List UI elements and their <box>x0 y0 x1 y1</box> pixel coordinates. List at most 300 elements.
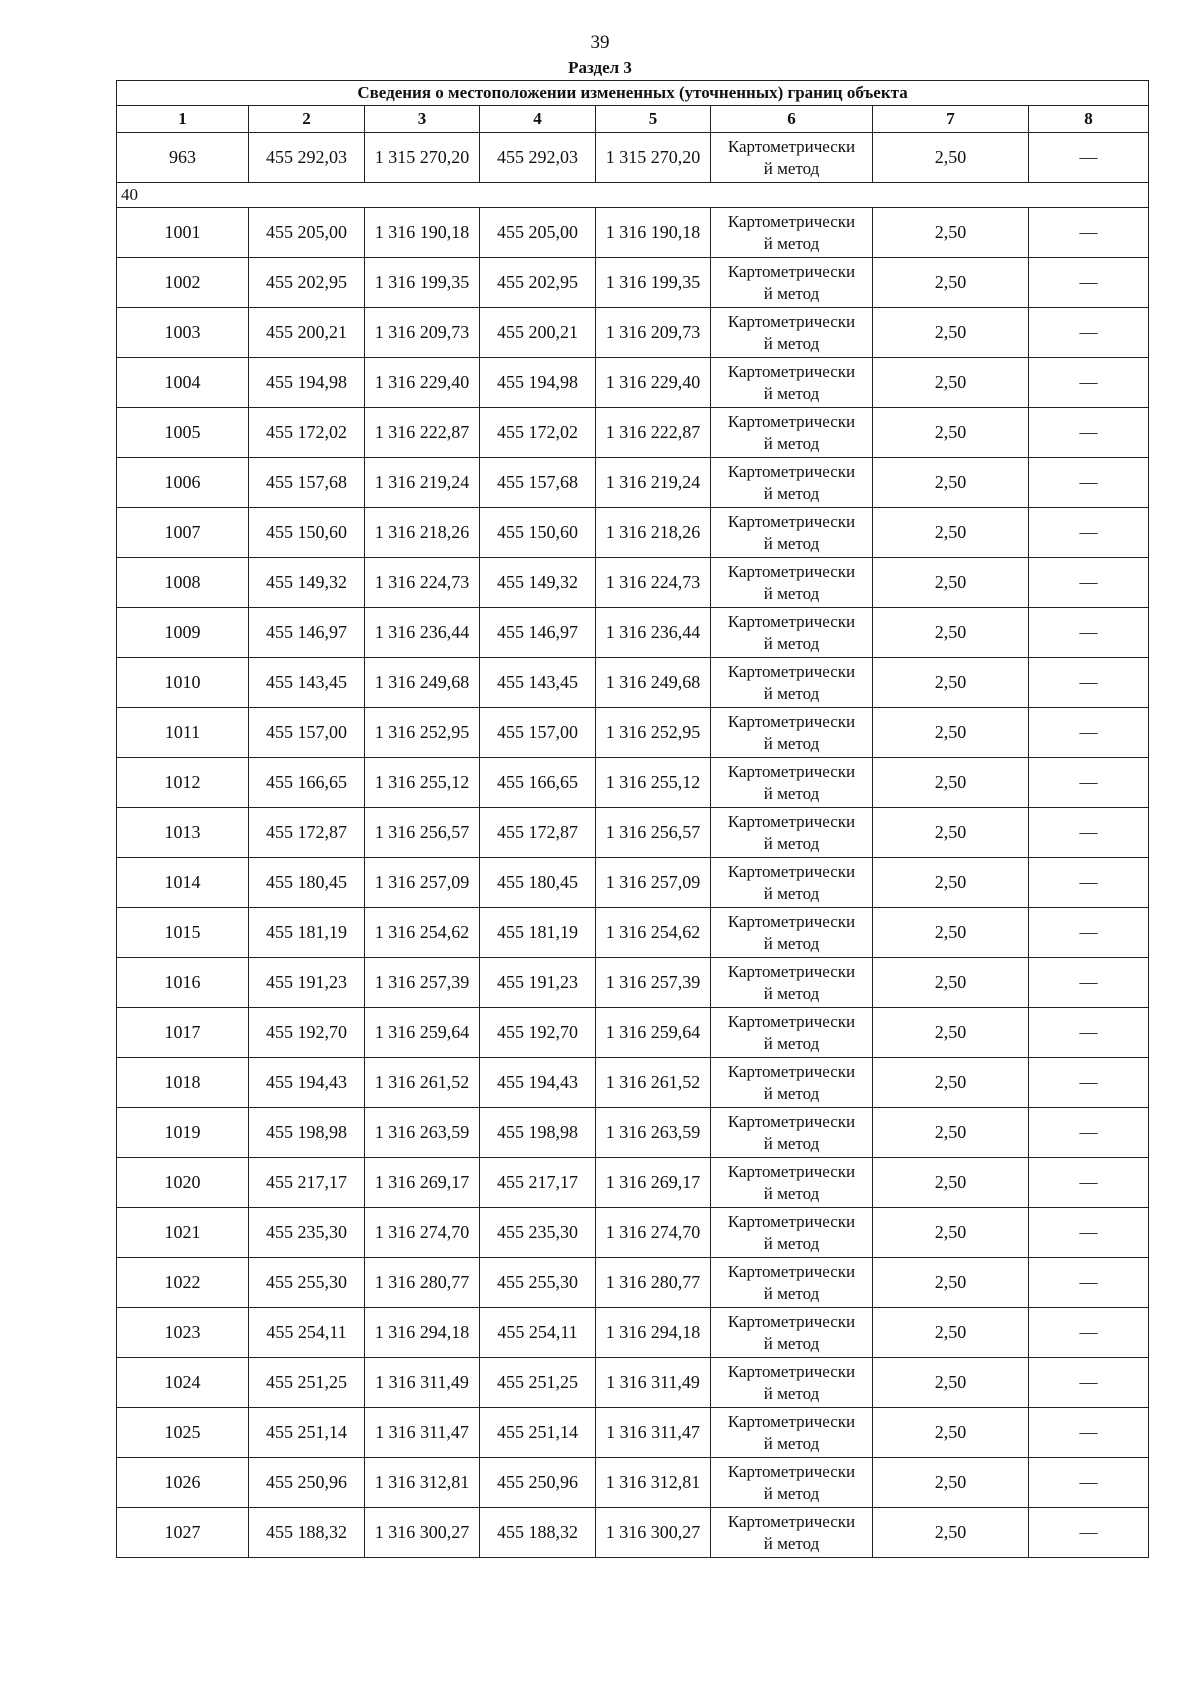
accuracy-cell: 2,50 <box>873 308 1029 358</box>
method-cell <box>711 1158 873 1208</box>
table-row <box>117 133 1149 183</box>
column-number: 2 <box>249 106 365 133</box>
method-text-line: й метод <box>763 1183 820 1203</box>
note-cell: — <box>1029 1408 1149 1458</box>
x-new-cell: 455 146,97 <box>480 608 596 658</box>
table-row <box>117 1208 1149 1258</box>
y-new-cell: 1 316 255,12 <box>596 758 711 808</box>
x-new-cell: 455 255,30 <box>480 1258 596 1308</box>
y-new-cell: 1 316 249,68 <box>596 658 711 708</box>
note-cell: — <box>1029 1108 1149 1158</box>
note-cell: — <box>1029 1308 1149 1358</box>
y-old-cell: 1 316 218,26 <box>365 508 480 558</box>
page-number: 39 <box>590 32 610 53</box>
accuracy-cell: 2,50 <box>873 1108 1029 1158</box>
method-text-line: й метод <box>763 233 820 253</box>
accuracy-cell: 2,50 <box>873 858 1029 908</box>
method-text-line: й метод <box>763 1083 820 1103</box>
method-text-line: й метод <box>763 933 820 953</box>
y-old-cell: 1 316 254,62 <box>365 908 480 958</box>
y-new-cell: 1 316 312,81 <box>596 1458 711 1508</box>
y-new-cell: 1 316 263,59 <box>596 1108 711 1158</box>
y-new-cell: 1 316 261,52 <box>596 1058 711 1108</box>
column-number: 5 <box>596 106 711 133</box>
accuracy-cell: 2,50 <box>873 758 1029 808</box>
x-new-cell: 455 191,23 <box>480 958 596 1008</box>
y-old-cell: 1 316 280,77 <box>365 1258 480 1308</box>
method-text-line: Картометрически <box>727 461 856 481</box>
method-text-line: Картометрически <box>727 1411 856 1431</box>
accuracy-cell: 2,50 <box>873 508 1029 558</box>
method-text-line: Картометрически <box>727 1261 856 1281</box>
point-number-cell: 1003 <box>117 308 249 358</box>
x-old-cell: 455 250,96 <box>249 1458 365 1508</box>
x-new-cell: 455 192,70 <box>480 1008 596 1058</box>
x-new-cell: 455 143,45 <box>480 658 596 708</box>
y-new-cell: 1 316 190,18 <box>596 208 711 258</box>
x-new-cell: 455 194,98 <box>480 358 596 408</box>
method-cell <box>711 258 873 308</box>
point-number-cell: 1001 <box>117 208 249 258</box>
note-cell: — <box>1029 458 1149 508</box>
y-old-cell: 1 316 274,70 <box>365 1208 480 1258</box>
y-new-cell: 1 316 257,39 <box>596 958 711 1008</box>
method-text-line: й метод <box>763 1333 820 1353</box>
point-number-cell: 1026 <box>117 1458 249 1508</box>
accuracy-cell: 2,50 <box>873 1258 1029 1308</box>
method-cell <box>711 458 873 508</box>
y-new-cell: 1 316 229,40 <box>596 358 711 408</box>
method-text-line: й метод <box>763 783 820 803</box>
method-cell <box>711 1208 873 1258</box>
x-new-cell: 455 166,65 <box>480 758 596 808</box>
y-old-cell: 1 316 222,87 <box>365 408 480 458</box>
y-old-cell: 1 316 255,12 <box>365 758 480 808</box>
x-old-cell: 455 157,68 <box>249 458 365 508</box>
note-cell: — <box>1029 1008 1149 1058</box>
y-old-cell: 1 316 252,95 <box>365 708 480 758</box>
method-text-line: й метод <box>763 583 820 603</box>
accuracy-cell: 2,50 <box>873 608 1029 658</box>
point-number-cell: 1022 <box>117 1258 249 1308</box>
method-text-line: й метод <box>763 333 820 353</box>
table-row <box>117 308 1149 358</box>
point-number-cell: 1021 <box>117 1208 249 1258</box>
y-new-cell: 1 316 199,35 <box>596 258 711 308</box>
method-cell <box>711 958 873 1008</box>
table-row <box>117 1308 1149 1358</box>
method-cell <box>711 1508 873 1558</box>
x-old-cell: 455 292,03 <box>249 133 365 183</box>
method-text-line: й метод <box>763 383 820 403</box>
section-label: 40 <box>117 183 1149 208</box>
method-text-line: й метод <box>763 433 820 453</box>
method-cell <box>711 308 873 358</box>
note-cell: — <box>1029 208 1149 258</box>
method-cell <box>711 133 873 183</box>
accuracy-cell: 2,50 <box>873 1158 1029 1208</box>
y-old-cell: 1 316 311,47 <box>365 1408 480 1458</box>
method-text-line: Картометрически <box>727 911 856 931</box>
method-text-line: Картометрически <box>727 1361 856 1381</box>
table-caption: Сведения о местоположении измененных (уточненных) границ объекта <box>117 81 1149 106</box>
point-number-cell: 1024 <box>117 1358 249 1408</box>
x-new-cell: 455 235,30 <box>480 1208 596 1258</box>
method-text-line: Картометрически <box>727 961 856 981</box>
method-cell <box>711 1108 873 1158</box>
method-cell <box>711 1258 873 1308</box>
method-text-line: Картометрически <box>727 136 856 156</box>
point-number-cell: 1017 <box>117 1008 249 1058</box>
y-new-cell: 1 316 218,26 <box>596 508 711 558</box>
x-old-cell: 455 191,23 <box>249 958 365 1008</box>
x-old-cell: 455 194,98 <box>249 358 365 408</box>
note-cell: — <box>1029 1508 1149 1558</box>
method-text-line: Картометрически <box>727 1311 856 1331</box>
method-text-line: й метод <box>763 1033 820 1053</box>
accuracy-cell: 2,50 <box>873 1358 1029 1408</box>
note-cell: — <box>1029 133 1149 183</box>
accuracy-cell: 2,50 <box>873 1008 1029 1058</box>
y-new-cell: 1 316 252,95 <box>596 708 711 758</box>
y-new-cell: 1 316 311,47 <box>596 1408 711 1458</box>
table-row <box>117 808 1149 858</box>
table-row <box>117 1158 1149 1208</box>
method-text-line: Картометрически <box>727 711 856 731</box>
point-number-cell: 1002 <box>117 258 249 308</box>
table-row <box>117 408 1149 458</box>
y-old-cell: 1 316 263,59 <box>365 1108 480 1158</box>
coordinates-table <box>116 80 1149 1558</box>
y-old-cell: 1 316 312,81 <box>365 1458 480 1508</box>
x-old-cell: 455 198,98 <box>249 1108 365 1158</box>
method-text-line: Картометрически <box>727 561 856 581</box>
method-text-line: Картометрически <box>727 211 856 231</box>
table-row <box>117 1508 1149 1558</box>
method-text-line: Картометрически <box>727 811 856 831</box>
method-text-line: й метод <box>763 1283 820 1303</box>
y-old-cell: 1 316 300,27 <box>365 1508 480 1558</box>
table-row <box>117 1358 1149 1408</box>
x-new-cell: 455 194,43 <box>480 1058 596 1108</box>
method-text-line: Картометрически <box>727 861 856 881</box>
accuracy-cell: 2,50 <box>873 558 1029 608</box>
point-number-cell: 963 <box>117 133 249 183</box>
x-new-cell: 455 150,60 <box>480 508 596 558</box>
accuracy-cell: 2,50 <box>873 908 1029 958</box>
x-old-cell: 455 192,70 <box>249 1008 365 1058</box>
method-text-line: Картометрически <box>727 1061 856 1081</box>
note-cell: — <box>1029 358 1149 408</box>
note-cell: — <box>1029 658 1149 708</box>
method-text-line: й метод <box>763 283 820 303</box>
note-cell: — <box>1029 1358 1149 1408</box>
note-cell: — <box>1029 808 1149 858</box>
y-new-cell: 1 316 257,09 <box>596 858 711 908</box>
method-text-line: й метод <box>763 1233 820 1253</box>
column-number-row <box>117 106 1149 133</box>
method-text-line: Картометрически <box>727 1111 856 1131</box>
x-old-cell: 455 166,65 <box>249 758 365 808</box>
x-old-cell: 455 255,30 <box>249 1258 365 1308</box>
y-old-cell: 1 316 256,57 <box>365 808 480 858</box>
x-old-cell: 455 180,45 <box>249 858 365 908</box>
x-old-cell: 455 194,43 <box>249 1058 365 1108</box>
table-row <box>117 1258 1149 1308</box>
method-cell <box>711 908 873 958</box>
x-old-cell: 455 150,60 <box>249 508 365 558</box>
point-number-cell: 1016 <box>117 958 249 1008</box>
accuracy-cell: 2,50 <box>873 958 1029 1008</box>
point-number-cell: 1015 <box>117 908 249 958</box>
method-cell <box>711 1408 873 1458</box>
y-old-cell: 1 316 294,18 <box>365 1308 480 1358</box>
method-text-line: Картометрически <box>727 511 856 531</box>
x-old-cell: 455 254,11 <box>249 1308 365 1358</box>
point-number-cell: 1007 <box>117 508 249 558</box>
method-text-line: Картометрически <box>727 411 856 431</box>
point-number-cell: 1019 <box>117 1108 249 1158</box>
x-new-cell: 455 172,02 <box>480 408 596 458</box>
y-new-cell: 1 316 254,62 <box>596 908 711 958</box>
method-cell <box>711 508 873 558</box>
method-text-line: й метод <box>763 833 820 853</box>
y-old-cell: 1 316 249,68 <box>365 658 480 708</box>
accuracy-cell: 2,50 <box>873 1508 1029 1558</box>
column-number: 1 <box>117 106 249 133</box>
note-cell: — <box>1029 1208 1149 1258</box>
x-old-cell: 455 146,97 <box>249 608 365 658</box>
table-row <box>117 258 1149 308</box>
method-cell <box>711 658 873 708</box>
y-old-cell: 1 316 261,52 <box>365 1058 480 1108</box>
x-new-cell: 455 180,45 <box>480 858 596 908</box>
table-row <box>117 858 1149 908</box>
x-new-cell: 455 202,95 <box>480 258 596 308</box>
method-text-line: й метод <box>763 1133 820 1153</box>
y-new-cell: 1 315 270,20 <box>596 133 711 183</box>
method-cell <box>711 1308 873 1358</box>
point-number-cell: 1006 <box>117 458 249 508</box>
point-number-cell: 1010 <box>117 658 249 708</box>
y-new-cell: 1 316 311,49 <box>596 1358 711 1408</box>
y-new-cell: 1 316 274,70 <box>596 1208 711 1258</box>
note-cell: — <box>1029 858 1149 908</box>
method-cell <box>711 558 873 608</box>
table-row <box>117 608 1149 658</box>
method-cell <box>711 708 873 758</box>
x-old-cell: 455 172,87 <box>249 808 365 858</box>
table-row <box>117 458 1149 508</box>
table-row <box>117 358 1149 408</box>
accuracy-cell: 2,50 <box>873 458 1029 508</box>
accuracy-cell: 2,50 <box>873 808 1029 858</box>
x-old-cell: 455 157,00 <box>249 708 365 758</box>
accuracy-cell: 2,50 <box>873 1408 1029 1458</box>
point-number-cell: 1023 <box>117 1308 249 1358</box>
table-row <box>117 958 1149 1008</box>
column-number: 6 <box>711 106 873 133</box>
section-row <box>117 183 1149 208</box>
x-old-cell: 455 143,45 <box>249 658 365 708</box>
y-old-cell: 1 315 270,20 <box>365 133 480 183</box>
accuracy-cell: 2,50 <box>873 208 1029 258</box>
method-text-line: й метод <box>763 633 820 653</box>
x-old-cell: 455 188,32 <box>249 1508 365 1558</box>
y-old-cell: 1 316 259,64 <box>365 1008 480 1058</box>
y-new-cell: 1 316 300,27 <box>596 1508 711 1558</box>
method-text-line: й метод <box>763 1433 820 1453</box>
accuracy-cell: 2,50 <box>873 708 1029 758</box>
y-new-cell: 1 316 294,18 <box>596 1308 711 1358</box>
x-new-cell: 455 149,32 <box>480 558 596 608</box>
y-old-cell: 1 316 229,40 <box>365 358 480 408</box>
y-old-cell: 1 316 257,39 <box>365 958 480 1008</box>
x-old-cell: 455 235,30 <box>249 1208 365 1258</box>
y-new-cell: 1 316 280,77 <box>596 1258 711 1308</box>
table-row <box>117 1058 1149 1108</box>
table-row <box>117 508 1149 558</box>
point-number-cell: 1020 <box>117 1158 249 1208</box>
method-cell <box>711 808 873 858</box>
note-cell: — <box>1029 258 1149 308</box>
x-old-cell: 455 149,32 <box>249 558 365 608</box>
point-number-cell: 1014 <box>117 858 249 908</box>
note-cell: — <box>1029 1258 1149 1308</box>
y-old-cell: 1 316 199,35 <box>365 258 480 308</box>
x-old-cell: 455 251,14 <box>249 1408 365 1458</box>
note-cell: — <box>1029 308 1149 358</box>
y-new-cell: 1 316 222,87 <box>596 408 711 458</box>
column-number: 3 <box>365 106 480 133</box>
point-number-cell: 1008 <box>117 558 249 608</box>
method-cell <box>711 758 873 808</box>
accuracy-cell: 2,50 <box>873 658 1029 708</box>
method-text-line: й метод <box>763 1533 820 1553</box>
x-old-cell: 455 172,02 <box>249 408 365 458</box>
point-number-cell: 1018 <box>117 1058 249 1108</box>
column-number: 8 <box>1029 106 1149 133</box>
table-row <box>117 1408 1149 1458</box>
table-row <box>117 908 1149 958</box>
note-cell: — <box>1029 408 1149 458</box>
table-header <box>117 81 1149 133</box>
note-cell: — <box>1029 908 1149 958</box>
table-row <box>117 758 1149 808</box>
method-cell <box>711 208 873 258</box>
y-new-cell: 1 316 236,44 <box>596 608 711 658</box>
note-cell: — <box>1029 1158 1149 1208</box>
accuracy-cell: 2,50 <box>873 258 1029 308</box>
y-old-cell: 1 316 209,73 <box>365 308 480 358</box>
table-body <box>117 133 1149 1558</box>
y-new-cell: 1 316 259,64 <box>596 1008 711 1058</box>
method-text-line: й метод <box>763 158 820 178</box>
x-old-cell: 455 251,25 <box>249 1358 365 1408</box>
x-new-cell: 455 251,25 <box>480 1358 596 1408</box>
method-text-line: й метод <box>763 1483 820 1503</box>
point-number-cell: 1004 <box>117 358 249 408</box>
x-old-cell: 455 205,00 <box>249 208 365 258</box>
method-text-line: Картометрически <box>727 661 856 681</box>
point-number-cell: 1005 <box>117 408 249 458</box>
x-new-cell: 455 254,11 <box>480 1308 596 1358</box>
accuracy-cell: 2,50 <box>873 1208 1029 1258</box>
method-text-line: й метод <box>763 883 820 903</box>
column-number: 4 <box>480 106 596 133</box>
method-text-line: й метод <box>763 483 820 503</box>
method-cell <box>711 358 873 408</box>
method-text-line: Картометрически <box>727 361 856 381</box>
note-cell: — <box>1029 508 1149 558</box>
x-new-cell: 455 172,87 <box>480 808 596 858</box>
point-number-cell: 1013 <box>117 808 249 858</box>
accuracy-cell: 2,50 <box>873 1058 1029 1108</box>
x-new-cell: 455 205,00 <box>480 208 596 258</box>
column-number: 7 <box>873 106 1029 133</box>
method-text-line: й метод <box>763 733 820 753</box>
table-row <box>117 1108 1149 1158</box>
y-old-cell: 1 316 269,17 <box>365 1158 480 1208</box>
note-cell: — <box>1029 958 1149 1008</box>
accuracy-cell: 2,50 <box>873 1308 1029 1358</box>
x-old-cell: 455 181,19 <box>249 908 365 958</box>
y-old-cell: 1 316 219,24 <box>365 458 480 508</box>
x-old-cell: 455 202,95 <box>249 258 365 308</box>
method-cell <box>711 858 873 908</box>
table-row <box>117 708 1149 758</box>
x-new-cell: 455 292,03 <box>480 133 596 183</box>
x-old-cell: 455 217,17 <box>249 1158 365 1208</box>
y-old-cell: 1 316 190,18 <box>365 208 480 258</box>
y-new-cell: 1 316 256,57 <box>596 808 711 858</box>
accuracy-cell: 2,50 <box>873 133 1029 183</box>
table-row <box>117 658 1149 708</box>
x-new-cell: 455 157,68 <box>480 458 596 508</box>
x-old-cell: 455 200,21 <box>249 308 365 358</box>
point-number-cell: 1025 <box>117 1408 249 1458</box>
accuracy-cell: 2,50 <box>873 358 1029 408</box>
x-new-cell: 455 200,21 <box>480 308 596 358</box>
method-text-line: й метод <box>763 533 820 553</box>
point-number-cell: 1027 <box>117 1508 249 1558</box>
x-new-cell: 455 250,96 <box>480 1458 596 1508</box>
section-title: Раздел 3 <box>568 58 632 77</box>
x-new-cell: 455 181,19 <box>480 908 596 958</box>
note-cell: — <box>1029 1058 1149 1108</box>
point-number-cell: 1011 <box>117 708 249 758</box>
y-old-cell: 1 316 257,09 <box>365 858 480 908</box>
note-cell: — <box>1029 708 1149 758</box>
y-old-cell: 1 316 224,73 <box>365 558 480 608</box>
x-new-cell: 455 157,00 <box>480 708 596 758</box>
y-new-cell: 1 316 219,24 <box>596 458 711 508</box>
method-text-line: й метод <box>763 983 820 1003</box>
table-row <box>117 1458 1149 1508</box>
note-cell: — <box>1029 558 1149 608</box>
method-text-line: Картометрически <box>727 261 856 281</box>
method-cell <box>711 1458 873 1508</box>
method-text-line: Картометрически <box>727 1161 856 1181</box>
y-old-cell: 1 316 311,49 <box>365 1358 480 1408</box>
table-row <box>117 208 1149 258</box>
y-new-cell: 1 316 224,73 <box>596 558 711 608</box>
method-text-line: Картометрически <box>727 1511 856 1531</box>
accuracy-cell: 2,50 <box>873 1458 1029 1508</box>
point-number-cell: 1012 <box>117 758 249 808</box>
note-cell: — <box>1029 1458 1149 1508</box>
method-text-line: Картометрически <box>727 761 856 781</box>
